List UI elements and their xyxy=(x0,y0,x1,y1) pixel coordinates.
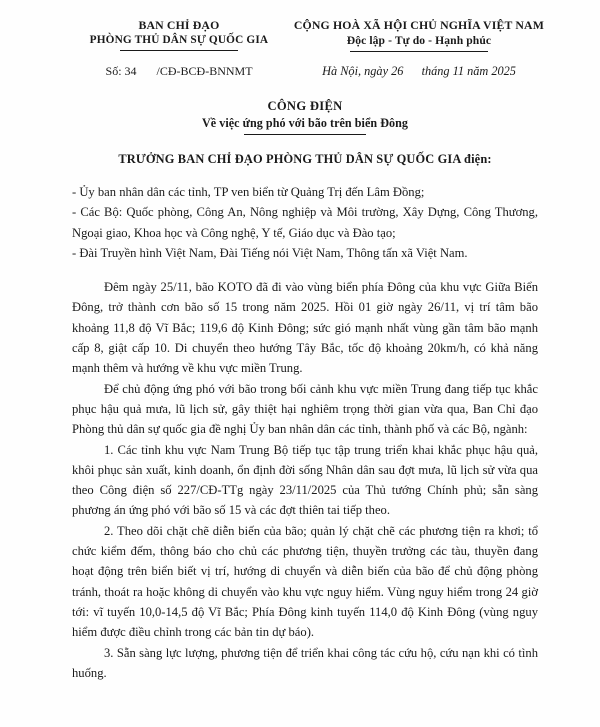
body-paragraph-item-1: 1. Các tỉnh khu vực Nam Trung Bộ tiếp tục tập trung triển khai khắc phục hậu quả, khôi phục sản xuất, kinh doanh, ổn định đời sống Nhân dân sau đợt mưa, lũ lịch sử vừa qua theo Công điện số 227/CĐ-TTg ngày 23/11/2025 của Thủ tướng Chính phủ; sẵn sàng phương án ứng phó với bão số 15 và các đợt thiên tai tiếp theo. xyxy=(72,442,538,518)
reference-row xyxy=(72,64,538,79)
recipient-item: - Các Bộ: Quốc phòng, Công An, Nông nghiệp và Môi trường, Xây Dựng, Công Thương, Ngoại giao, Khoa học và Công nghệ, Y tế, Giáo dục và Đào tạo; xyxy=(72,205,538,240)
body-paragraph-situation: Đêm ngày 25/11, bão KOTO đã đi vào vùng biển phía Đông của khu vực Giữa Biển Đông, trở thành cơn bão số 15 trong năm 2025. Hồi 01 giờ ngày 26/11, vị trí tâm bão khoảng 11,8 độ Vĩ Bắc; 119,6 độ Kinh Đông; sức gió mạnh nhất vùng gần tâm bão mạnh cấp 8, giật cấp 10. Di chuyển theo hướng Tây Bắc, tốc độ khoảng 20km/h, có khả năng mạnh thêm và hướng về khu vực miền Trung. xyxy=(72,280,538,376)
title-block xyxy=(72,98,538,135)
national-motto: Độc lập - Tự do - Hạnh phúc xyxy=(346,34,492,47)
issue-month-year: tháng 11 năm 2025 xyxy=(421,64,516,78)
recipient-list xyxy=(72,182,538,263)
recipient-item: - Đài Truyền hình Việt Nam, Đài Tiếng nói Việt Nam, Thông tấn xã Việt Nam. xyxy=(72,245,468,260)
body-paragraph-item-2: 2. Theo dõi chặt chẽ diễn biến của bão; quản lý chặt chẽ các phương tiện ra khơi; tổ chức kiểm đếm, thông báo cho chủ các phương tiện, thuyền trưởng các tàu, thuyền đang hoạt động trên biển biết vị trí, hướng di chuyển và diễn biến của bão để chủ động phòng tránh, thoát ra hoặc không di chuyển vào khu vực nguy hiểm. Vùng nguy hiểm trong 24 giờ tới: vĩ tuyến 10,0-14,5 độ Vĩ Bắc; Phía Đông kinh tuyến 114,0 độ Kinh Đông (vùng nguy hiểm được điều chỉnh trong các bản tin dự báo). xyxy=(72,523,538,640)
issuing-authority-line2: PHÒNG THỦ DÂN SỰ QUỐC GIA xyxy=(89,34,269,46)
document-number xyxy=(64,64,294,79)
document-number-suffix: /CĐ-BCĐ-BNNMT xyxy=(156,64,253,78)
document-number-label: Số: 34 xyxy=(105,64,137,78)
issuing-authority-underline xyxy=(120,50,238,51)
body-paragraph-purpose: Để chủ động ứng phó với bão trong bối cảnh khu vực miền Trung đang tiếp tục khắc phục hậu quả mưa, lũ lịch sử, gây thiệt hại nghiêm trọng thời gian vừa qua, Ban Chỉ đạo Phòng thủ dân sự quốc gia đề nghị Ủy ban nhân dân các tỉnh, thành phố và các Bộ, ngành: xyxy=(72,381,538,437)
national-title: CỘNG HOÀ XÃ HỘI CHỦ NGHĨA VIỆT NAM xyxy=(293,18,544,32)
issuing-authority-block xyxy=(64,18,294,51)
body-paragraph-item-3: 3. Sẵn sàng lực lượng, phương tiện để triển khai công tác cứu hộ, cứu nạn khi có tình huống. xyxy=(72,645,538,680)
issue-date xyxy=(294,64,544,79)
issue-place-and-day: Hà Nội, ngày 26 xyxy=(322,64,404,78)
issuing-authority-line1: BAN CHỈ ĐẠO xyxy=(138,18,220,32)
document-subject: Về việc ứng phó với bão trên biển Đông xyxy=(201,116,408,130)
document-masthead xyxy=(72,18,544,52)
recipient-item: - Ủy ban nhân dân các tỉnh, TP ven biển từ Quảng Trị đến Lâm Đồng; xyxy=(72,185,425,199)
addressee-heading: TRƯỞNG BAN CHỈ ĐẠO PHÒNG THỦ DÂN SỰ QUỐC GIA điện: xyxy=(118,152,492,166)
national-motto-underline xyxy=(350,51,488,52)
document-subject-underline xyxy=(244,134,366,135)
document-body xyxy=(72,277,538,683)
document-type-title: CÔNG ĐIỆN xyxy=(267,99,343,113)
national-heading-block xyxy=(294,18,544,52)
